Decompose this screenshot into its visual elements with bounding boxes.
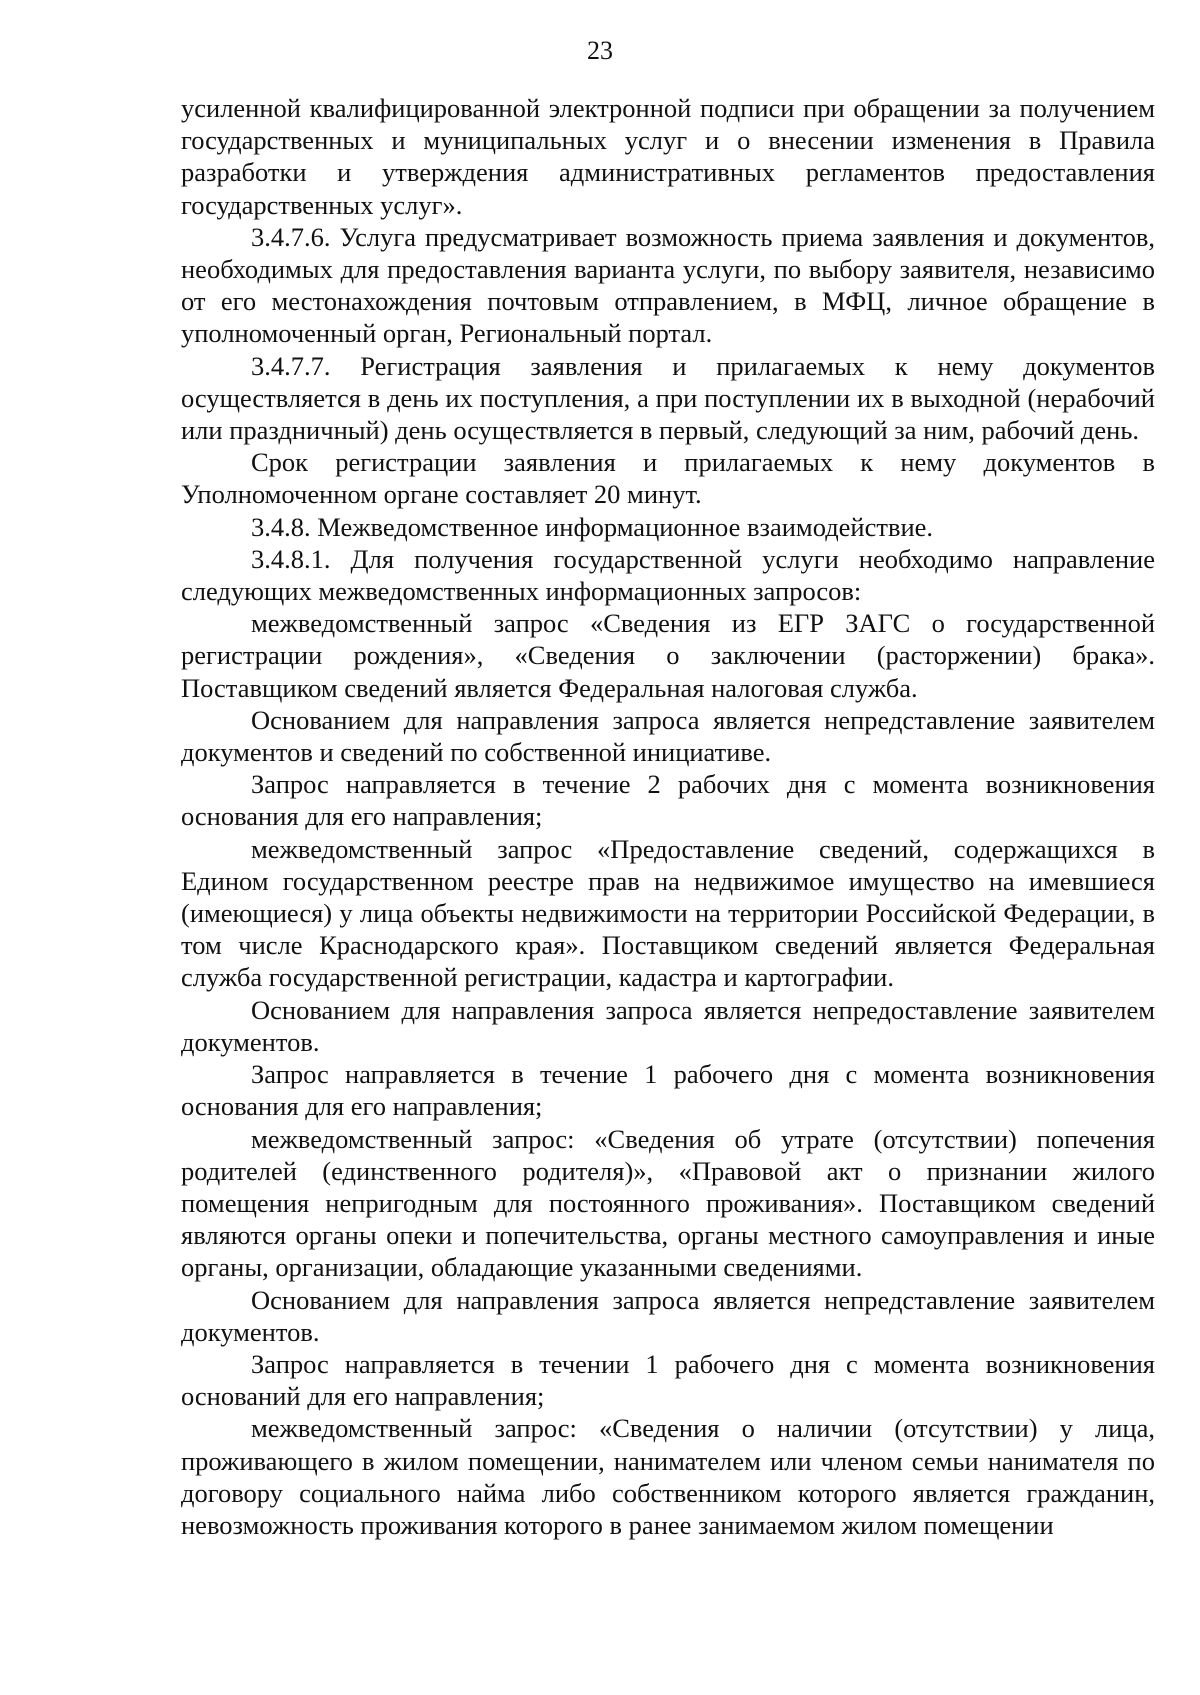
paragraph-3-4-8-1: 3.4.8.1. Для получения государственной услуги необходимо направление следующих межведомственных информационных запросов:: [181, 543, 1155, 607]
page-number: 23: [587, 36, 613, 65]
request-egrn-term: Запрос направляется в течение 1 рабочего дня с момента возникновения основания для его направления;: [181, 1059, 1155, 1122]
heading-3-4-8: 3.4.8. Межведомственное информационное взаимодействие.: [251, 511, 934, 542]
request-egrn: межведомственный запрос «Предоставление сведений, содержащихся в Едином государственном реестре прав на недвижимое имущество на имевшиеся (имеющиеся) у лица объекты недвижимости на территории Российской Федерации, в том числе Краснодарского края». Поставщиком сведений является Федеральная служба государственной регистрации, кадастра и картографии.: [181, 833, 1155, 993]
request-zags: межведомственный запрос «Сведения из ЕГР ЗАГС о государственной регистрации рождения», «Сведения о заключении (расторжении) брака». Поставщиком сведений является Федеральная налоговая служба.: [181, 608, 1155, 703]
request-zags-term: Запрос направляется в течение 2 рабочих дня с момента возникновения основания для его направления;: [181, 769, 1155, 832]
paragraph-3-4-7-7: 3.4.7.7. Регистрация заявления и прилагаемых к нему документов осуществляется в день их поступления, а при поступлении их в выходной (нерабочий или праздничный) день осуществляется в первый, следующий за ним, рабочий день.: [181, 350, 1155, 446]
paragraph-continuation: усиленной квалифицированной электронной подписи при обращении за получением государственных и муниципальных услуг и о внесении изменения в Правила разработки и утверждения административных регламентов предоставления государственных услуг».: [181, 93, 1155, 220]
request-guardianship-basis: Основанием для направления запроса является непредставление заявителем документов.: [181, 1284, 1155, 1347]
paragraph-registration-term: Срок регистрации заявления и прилагаемых к нему документов в Уполномоченном органе составляет 20 минут.: [181, 447, 1155, 510]
request-guardianship-term: Запрос направляется в течении 1 рабочего дня с момента возникновения оснований для его направления;: [181, 1348, 1155, 1412]
document-body: [181, 92, 1155, 1541]
paragraph-3-4-7-6: 3.4.7.6. Услуга предусматривает возможность приема заявления и документов, необходимых для предоставления варианта услуги, по выбору заявителя, независимо от его местонахождения почтовым отправлением, в МФЦ, личное обращение в уполномоченный орган, Региональный портал.: [181, 221, 1155, 349]
request-housing: межведомственный запрос: «Сведения о наличии (отсутствии) у лица, проживающего в жилом помещении, нанимателем или членом семьи нанимателя по договору социального найма либо собственником которого является гражданин, невозможность проживания которого в ранее занимаемом жилом помещении: [181, 1413, 1155, 1540]
request-guardianship: межведомственный запрос: «Сведения об утрате (отсутствии) попечения родителей (единственного родителя)», «Правовой акт о признании жилого помещения непригодным для постоянного проживания». Поставщиком сведений являются органы опеки и попечительства, органы местного самоуправления и иные органы, организации, обладающие указанными сведениями.: [181, 1123, 1155, 1283]
request-egrn-basis: Основанием для направления запроса является непредоставление заявителем документов.: [181, 994, 1155, 1057]
request-zags-basis: Основанием для направления запроса является непредставление заявителем документов и сведений по собственной инициативе.: [181, 704, 1155, 768]
